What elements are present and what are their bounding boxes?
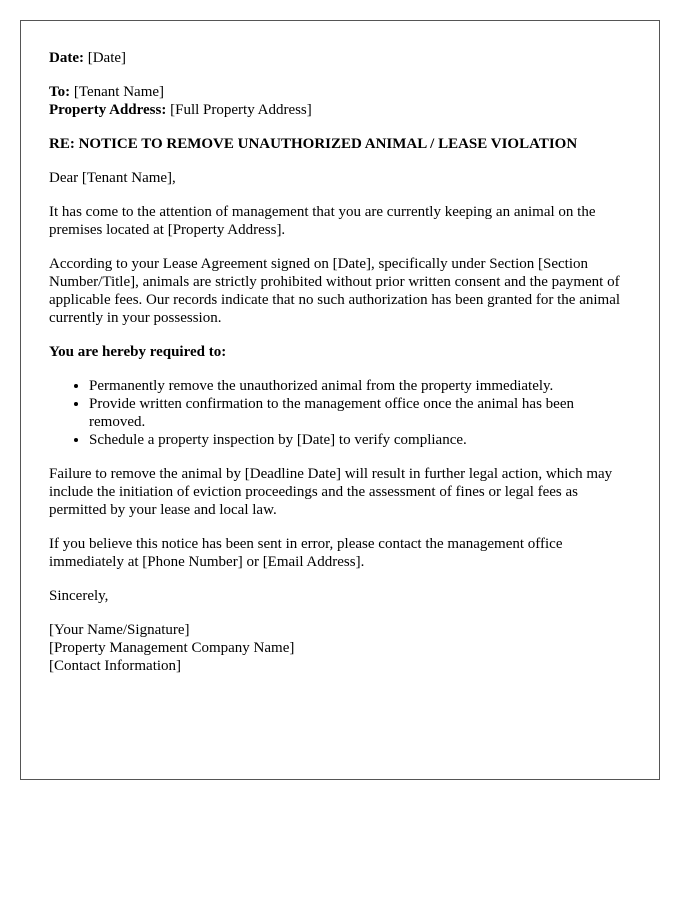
- to-value: [Tenant Name]: [73, 84, 165, 100]
- signature-contact: [Contact Information]: [49, 658, 182, 674]
- signature-block: [49, 621, 631, 675]
- requirements-heading: You are hereby required to:: [49, 344, 227, 360]
- date-line: [49, 49, 631, 67]
- address-label: Property Address:: [49, 102, 167, 118]
- signoff: Sincerely,: [49, 588, 109, 604]
- date-label: Date:: [49, 50, 84, 66]
- to-label: To:: [49, 84, 71, 100]
- body-paragraph-1: It has come to the attention of management that you are currently keeping an animal on the premises located at [Property Address].: [49, 204, 596, 238]
- signature-company: [Property Management Company Name]: [49, 640, 295, 656]
- requirement-item: • Permanently remove the unauthorized animal from the property immediately.: [89, 377, 631, 395]
- requirement-item: • Provide written confirmation to the management office once the animal has been removed.: [89, 395, 631, 431]
- closing-paragraph-2: If you believe this notice has been sent in error, please contact the management office immediately at [Phone Number] or [Email Address].: [49, 536, 563, 570]
- address-value: [Full Property Address]: [170, 102, 312, 118]
- subject-line: RE: NOTICE TO REMOVE UNAUTHORIZED ANIMAL / LEASE VIOLATION: [49, 136, 578, 152]
- date-value: [Date]: [87, 50, 127, 66]
- signature-name: [Your Name/Signature]: [49, 622, 190, 638]
- body-paragraph-2: According to your Lease Agreement signed on [Date], specifically under Section [Section Number/Title], animals are strictly prohibited without prior written consent and the payment of applicable fees. Our records indicate that no such authorization has been granted for the animal currently in your possession.: [49, 256, 621, 326]
- closing-paragraph-1: Failure to remove the animal by [Deadline Date] will result in further legal action, which may include the initiation of eviction proceedings and the assessment of fines or legal fees as permitted by your lease and local law.: [49, 466, 613, 518]
- requirements-list: [49, 377, 631, 449]
- requirement-item: • Schedule a property inspection by [Date] to verify compliance.: [89, 431, 631, 449]
- recipient-block: [49, 83, 631, 119]
- letter-document: [20, 20, 660, 780]
- salutation: Dear [Tenant Name],: [49, 170, 176, 186]
